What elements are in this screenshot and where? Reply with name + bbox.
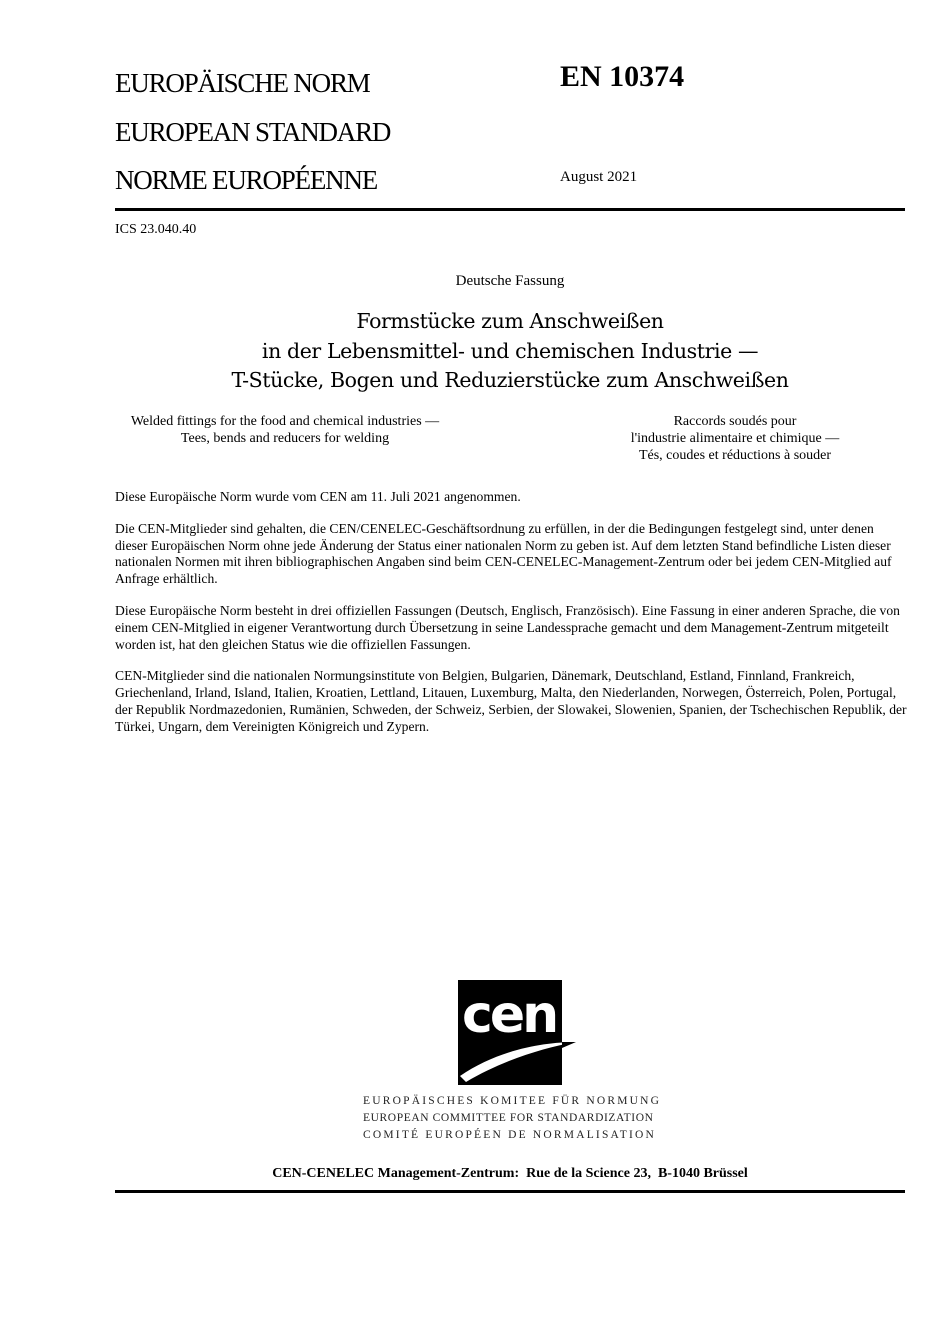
title-line-3: T-Stücke, Bogen und Reduzierstücke zum Anschweißen bbox=[231, 368, 789, 392]
french-title-line-2: l'industrie alimentaire et chimique — bbox=[630, 431, 840, 446]
standard-number: EN 10374 bbox=[560, 60, 685, 93]
ics-code: ICS 23.040.40 bbox=[115, 222, 197, 237]
body-text bbox=[115, 489, 907, 751]
organization-french: COMITÉ EUROPÉEN DE NORMALISATION bbox=[363, 1129, 657, 1141]
paragraph-regulations: Die CEN-Mitglieder sind gehalten, die CEN/CENELEC-Geschäftsordnung zu erfüllen, in der die Bedingungen festgelegt sind, unter denen dieser Europäischen Norm ohne jede Änderung der Status einer nationalen Norm zu geben ist. Auf dem letzten Stand befindliche Listen dieser nationalen Normen mit ihren bibliographischen Angaben sind beim CEN-CENELEC-Management-Zentrum oder bei jedem CEN-Mitglied auf Anfrage erhältlich. bbox=[115, 520, 892, 587]
english-title bbox=[105, 413, 465, 447]
english-title-line-1: Welded fittings for the food and chemical industries — bbox=[130, 414, 440, 429]
french-title bbox=[580, 413, 890, 464]
cen-logo-icon bbox=[458, 980, 578, 1085]
paragraph-adoption: Diese Europäische Norm wurde vom CEN am 11. Juli 2021 angenommen. bbox=[115, 489, 521, 504]
version-label: Deutsche Fassung bbox=[455, 273, 565, 289]
title-english: EUROPEAN STANDARD bbox=[115, 117, 391, 147]
title-french: NORME EUROPÉENNE bbox=[115, 165, 378, 195]
organization-german: EUROPÄISCHES KOMITEE FÜR NORMUNG bbox=[363, 1095, 662, 1107]
document-title bbox=[0, 307, 950, 396]
paragraph-versions: Diese Europäische Norm besteht in drei offiziellen Fassungen (Deutsch, Englisch, Französisch). Eine Fassung in einer anderen Sprache, die von einem CEN-Mitglied in eigener Verantwortung durch Übersetzung in seine Landessprache gemacht und dem Management-Zentrum mitgeteilt worden ist, hat den gleichen Status wie die offiziellen Fassungen. bbox=[115, 602, 900, 652]
publication-date: August 2021 bbox=[560, 169, 638, 185]
organization-names bbox=[363, 1093, 661, 1144]
english-title-line-2: Tees, bends and reducers for welding bbox=[180, 431, 390, 446]
header-divider bbox=[115, 208, 905, 211]
organization-english: EUROPEAN COMMITTEE FOR STANDARDIZATION bbox=[363, 1112, 654, 1124]
title-german: EUROPÄISCHE NORM bbox=[115, 68, 370, 98]
management-centre-address: CEN-CENELEC Management-Zentrum: Rue de la Science 23, B-1040 Brüssel bbox=[272, 1166, 748, 1181]
footer-divider bbox=[115, 1190, 905, 1193]
title-line-2: in der Lebensmittel- und chemischen Industrie — bbox=[261, 338, 759, 363]
title-line-1: Formstücke zum Anschweißen bbox=[356, 309, 664, 333]
french-title-line-1: Raccords soudés pour bbox=[673, 414, 797, 429]
paragraph-members: CEN-Mitglieder sind die nationalen Normungsinstitute von Belgien, Bulgarien, Dänemark, Deutschland, Estland, Finnland, Frankreich, Griechenland, Irland, Island, Italien, Kroatien, Lettland, Litauen, Luxemburg, Malta, den Niederlanden, Norwegen, Österreich, Polen, Portugal, der Republik Nordmazedonien, Rumänien, Schweden, der Schweiz, Serbien, der Slowakei, Slowenien, Spanien, der Tschechischen Republik, der Türkei, Ungarn, dem Vereinigten Königreich und Zypern. bbox=[115, 668, 907, 734]
french-title-line-3: Tés, coudes et réductions à souder bbox=[638, 448, 832, 463]
svg-text:cen: cen bbox=[462, 985, 557, 1045]
